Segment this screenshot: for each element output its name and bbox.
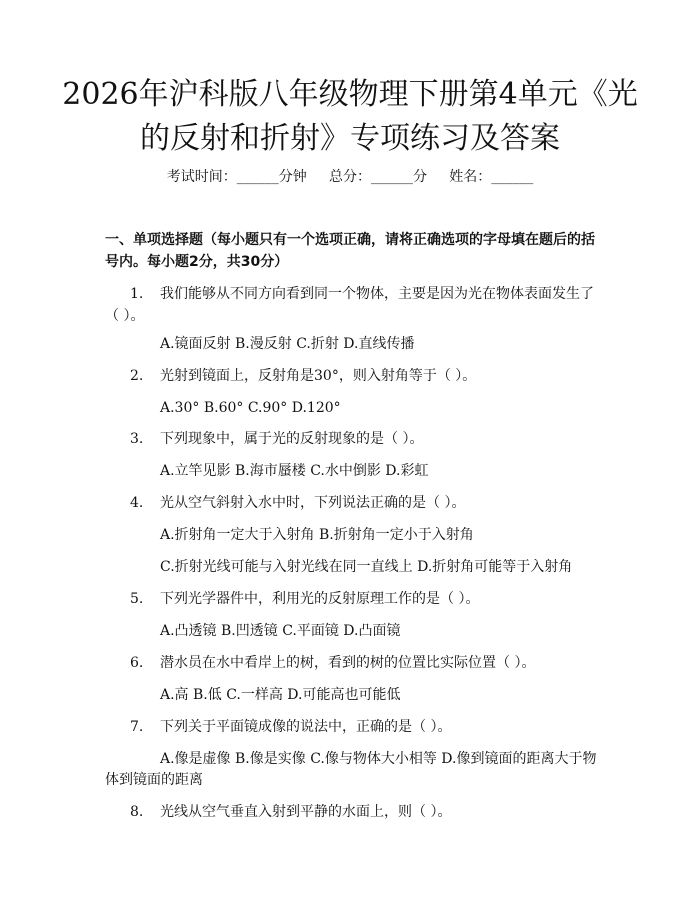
question-5-options: A.凸透镜 B.凹透镜 C.平面镜 D.凸面镜 bbox=[160, 623, 401, 639]
document-title-line2: 的反射和折射》专项练习及答案 bbox=[140, 121, 560, 156]
question-6-options: A.高 B.低 C.一样高 D.可能高也可能低 bbox=[160, 687, 401, 703]
question-number: 1. bbox=[130, 286, 144, 302]
question-stem: 光射到镜面上，反射角是30°，则入射角等于（ ）。 bbox=[160, 368, 477, 384]
question-number: 7. bbox=[130, 719, 144, 735]
question-stem: 光从空气斜射入水中时，下列说法正确的是（ ）。 bbox=[160, 495, 466, 511]
question-stem: 我们能够从不同方向看到同一个物体，主要是因为光在物体表面发生了 bbox=[160, 286, 594, 302]
question-number: 6. bbox=[130, 655, 144, 671]
question-stem: 潜水员在水中看岸上的树，看到的树的位置比实际位置（ ）。 bbox=[160, 655, 536, 671]
section-heading-line2: 号内。每小题2分，共30分） bbox=[105, 254, 289, 270]
question-stem-continued: （ ）。 bbox=[105, 308, 145, 324]
question-number: 4. bbox=[130, 495, 144, 511]
question-4-options-line2: C.折射光线可能与入射光线在同一直线上 D.折射角可能等于入射角 bbox=[160, 559, 573, 575]
question-3-options: A.立竿见影 B.海市蜃楼 C.水中倒影 D.彩虹 bbox=[160, 463, 429, 479]
question-7-options-continued: 体到镜面的距离 bbox=[105, 772, 203, 788]
question-stem: 下列光学器件中，利用光的反射原理工作的是（ ）。 bbox=[160, 591, 480, 607]
question-number: 8. bbox=[130, 804, 144, 820]
section-heading-line1: 一、单项选择题（每小题只有一个选项正确，请将正确选项的字母填在题后的括 bbox=[105, 232, 595, 248]
question-stem: 光线从空气垂直入射到平静的水面上，则（ ）。 bbox=[160, 804, 452, 820]
exam-info-line: 考试时间：______分钟 总分：______分 姓名：______ bbox=[166, 169, 534, 185]
document-title-line1: 2026年沪科版八年级物理下册第4单元《光 bbox=[62, 77, 638, 112]
question-stem: 下列现象中，属于光的反射现象的是（ ）。 bbox=[160, 431, 424, 447]
question-number: 3. bbox=[130, 431, 144, 447]
question-1-options: A.镜面反射 B.漫反射 C.折射 D.直线传播 bbox=[160, 336, 415, 352]
question-stem: 下列关于平面镜成像的说法中，正确的是（ ）。 bbox=[160, 719, 452, 735]
question-2-options: A.30° B.60° C.90° D.120° bbox=[160, 400, 341, 416]
question-number: 5. bbox=[130, 591, 144, 607]
question-4-options-line1: A.折射角一定大于入射角 B.折射角一定小于入射角 bbox=[160, 527, 474, 543]
question-7-options: A.像是虚像 B.像是实像 C.像与物体大小相等 D.像到镜面的距离大于物 bbox=[160, 751, 597, 767]
question-number: 2. bbox=[130, 368, 144, 384]
